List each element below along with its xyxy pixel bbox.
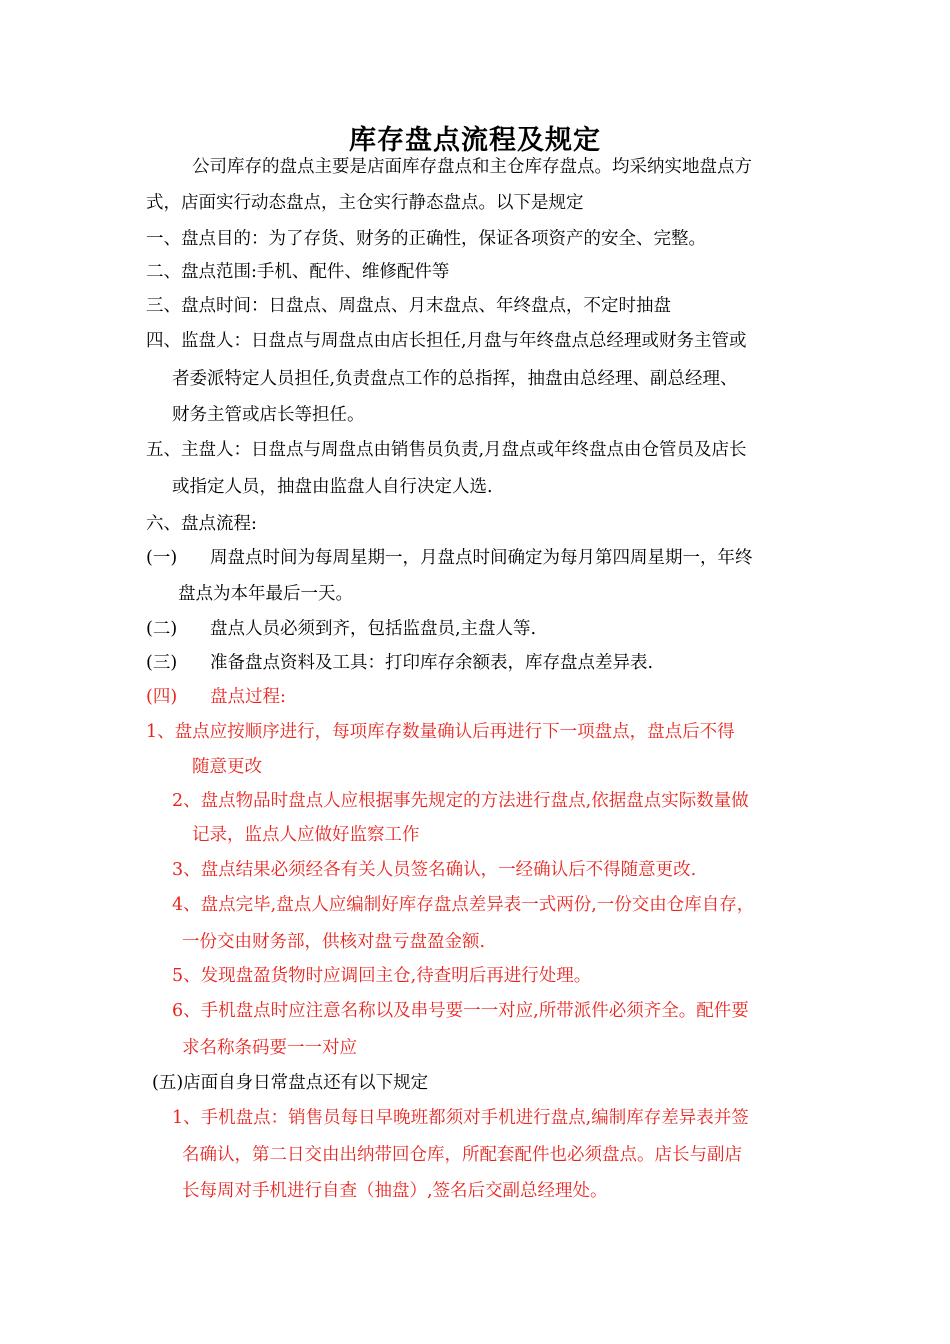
section-supervisor-line-3: 财务主管或店长等担任。 <box>172 405 365 425</box>
intro-line-1: 公司库存的盘点主要是店面库存盘点和主仓库存盘点。均采纳实地盘点方 <box>192 157 752 177</box>
section-supervisor-line-1: 四、监盘人：日盘点与周盘点由店长担任,月盘与年终盘点总经理或财务主管或 <box>146 331 747 351</box>
process-1-line-2: 随意更改 <box>192 757 262 777</box>
document-title: 库存盘点流程及规定 <box>349 125 601 156</box>
process-5-line-1: 5、发现盘盈货物时应调回主仓,待查明后再进行处理。 <box>172 966 592 986</box>
flow-item-1-cont: 盘点为本年最后一天。 <box>178 584 353 604</box>
flow-item-3-text: 准备盘点资料及工具：打印库存余额表，库存盘点差异表. <box>210 653 654 673</box>
process-6-line-1: 6、手机盘点时应注意名称以及串号要一一对应,所带派件必须齐全。配件要 <box>172 1001 749 1021</box>
section-time: 三、盘点时间：日盘点、周盘点、月末盘点、年终盘点，不定时抽盘 <box>146 296 671 316</box>
daily-item-1-line-3: 长每周对手机进行自查（抽盘）,签名后交副总经理处。 <box>182 1181 608 1201</box>
process-6-line-2: 求名称条码要一一对应 <box>182 1038 357 1058</box>
section-scope: 二、盘点范围:手机、配件、维修配件等 <box>146 262 450 282</box>
flow-item-1-text: 周盘点时间为每周星期一，月盘点时间确定为每月第四周星期一，年终 <box>210 548 753 568</box>
process-3-line-1: 3、盘点结果必须经各有关人员签名确认，一经确认后不得随意更改. <box>172 860 697 880</box>
daily-heading: (五)店面自身日常盘点还有以下规定 <box>152 1073 429 1093</box>
section-purpose: 一、盘点目的：为了存货、财务的正确性，保证各项资产的安全、完整。 <box>146 229 706 249</box>
flow-item-4-text: 盘点过程: <box>210 687 286 707</box>
process-2-line-1: 2、盘点物品时盘点人应根据事先规定的方法进行盘点,依据盘点实际数量做 <box>172 791 749 811</box>
daily-item-1-line-1: 1、手机盘点：销售员每日早晚班都须对手机进行盘点,编制库存差异表并签 <box>172 1108 749 1128</box>
flow-item-2-text: 盘点人员必须到齐，包括监盘员,主盘人等. <box>210 619 537 639</box>
section-counter-line-2: 或指定人员，抽盘由监盘人自行决定人选. <box>172 477 493 497</box>
flow-item-3 <box>146 651 653 675</box>
section-supervisor-line-2: 者委派特定人员担任,负责盘点工作的总指挥，抽盘由总经理、副总经理、 <box>172 369 738 389</box>
daily-item-1-line-2: 名确认，第二日交由出纳带回仓库，所配套配件也必须盘点。店长与副店 <box>182 1145 742 1165</box>
process-4-line-1: 4、盘点完毕,盘点人应编制好库存盘点差异表一式两份,一份交由仓库自存， <box>172 895 755 915</box>
process-1-line-1: 1、盘点应按顺序进行，每项库存数量确认后再进行下一项盘点，盘点后不得 <box>146 722 735 742</box>
process-4-line-2: 一份交由财务部，供核对盘亏盘盈金额. <box>182 932 486 952</box>
flow-item-2 <box>146 617 536 641</box>
flow-item-3-label: (三) <box>146 653 178 673</box>
process-2-line-2: 记录，监点人应做好监察工作 <box>192 825 420 845</box>
flow-item-1-label: (一) <box>146 548 178 568</box>
flow-item-1 <box>146 546 753 570</box>
section-counter-line-1: 五、主盘人：日盘点与周盘点由销售员负责,月盘点或年终盘点由仓管员及店长 <box>146 440 747 460</box>
intro-line-2: 式，店面实行动态盘点，主仓实行静态盘点。以下是规定 <box>146 193 584 213</box>
section-flow: 六、盘点流程: <box>146 514 257 534</box>
flow-item-2-label: (二) <box>146 619 178 639</box>
flow-item-4 <box>146 685 286 709</box>
flow-item-4-label: (四) <box>146 687 178 707</box>
